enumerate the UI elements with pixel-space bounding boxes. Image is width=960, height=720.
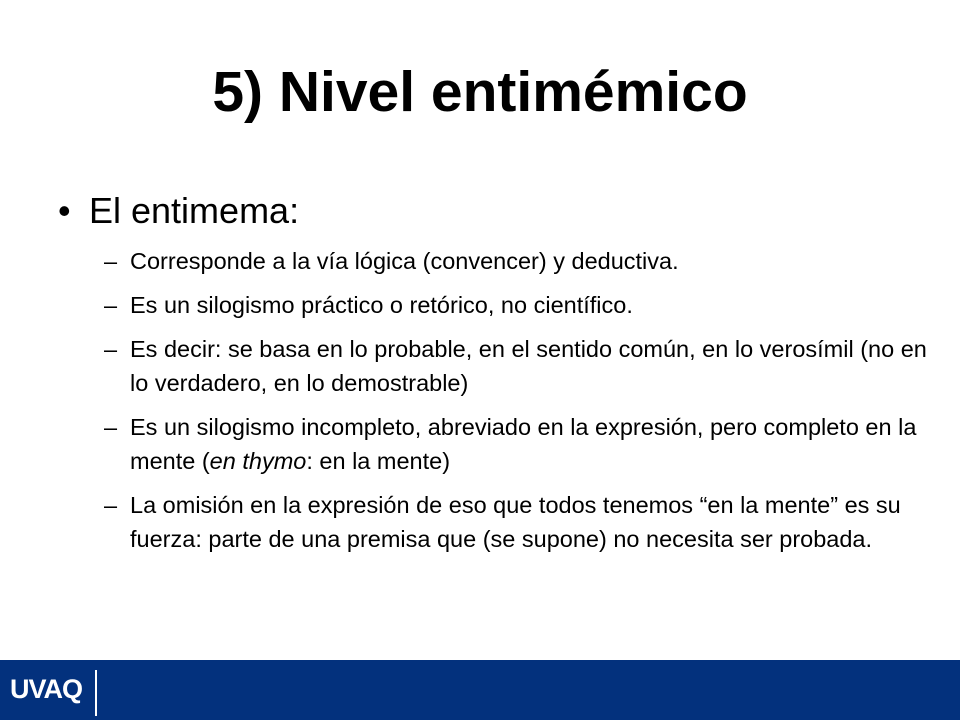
sub-item-text-part: Es un silogismo incompleto, abreviado en la expresión, pero completo en la mente ( <box>130 414 917 474</box>
dash-marker: – <box>104 414 118 440</box>
sub-item-text: Es decir: se basa en lo probable, en el sentido común, en lo verosímil (no en lo verdadero, en lo demostrable) <box>130 336 927 396</box>
sub-item <box>104 410 948 478</box>
slide-title: 5) Nivel entimémico <box>212 60 748 124</box>
footer-bar <box>0 660 960 720</box>
logo-divider <box>95 670 97 716</box>
sub-item <box>104 488 948 556</box>
bullet-dot: • <box>58 190 71 231</box>
sub-item <box>104 244 948 278</box>
sub-list <box>58 244 948 556</box>
dash-marker: – <box>104 292 118 318</box>
sub-item-text-part: : en la mente) <box>306 448 451 474</box>
dash-marker: – <box>104 492 118 518</box>
sub-item <box>104 332 948 400</box>
main-bullet <box>58 188 948 234</box>
dash-marker: – <box>104 336 118 362</box>
sub-item-text: Es un silogismo práctico o retórico, no científico. <box>130 292 633 318</box>
uvaq-logo: UVAQ <box>10 674 83 704</box>
italic-term: en thymo <box>209 448 307 474</box>
sub-item <box>104 288 948 322</box>
slide-content <box>58 188 948 566</box>
bullet-label: El entimema: <box>89 190 300 231</box>
sub-item-text: Corresponde a la vía lógica (convencer) y deductiva. <box>130 248 679 274</box>
sub-item-text: La omisión en la expresión de eso que todos tenemos “en la mente” es su fuerza: parte de una premisa que (se supone) no necesita ser probada. <box>130 492 901 552</box>
sub-item-text <box>130 410 948 478</box>
dash-marker: – <box>104 248 118 274</box>
